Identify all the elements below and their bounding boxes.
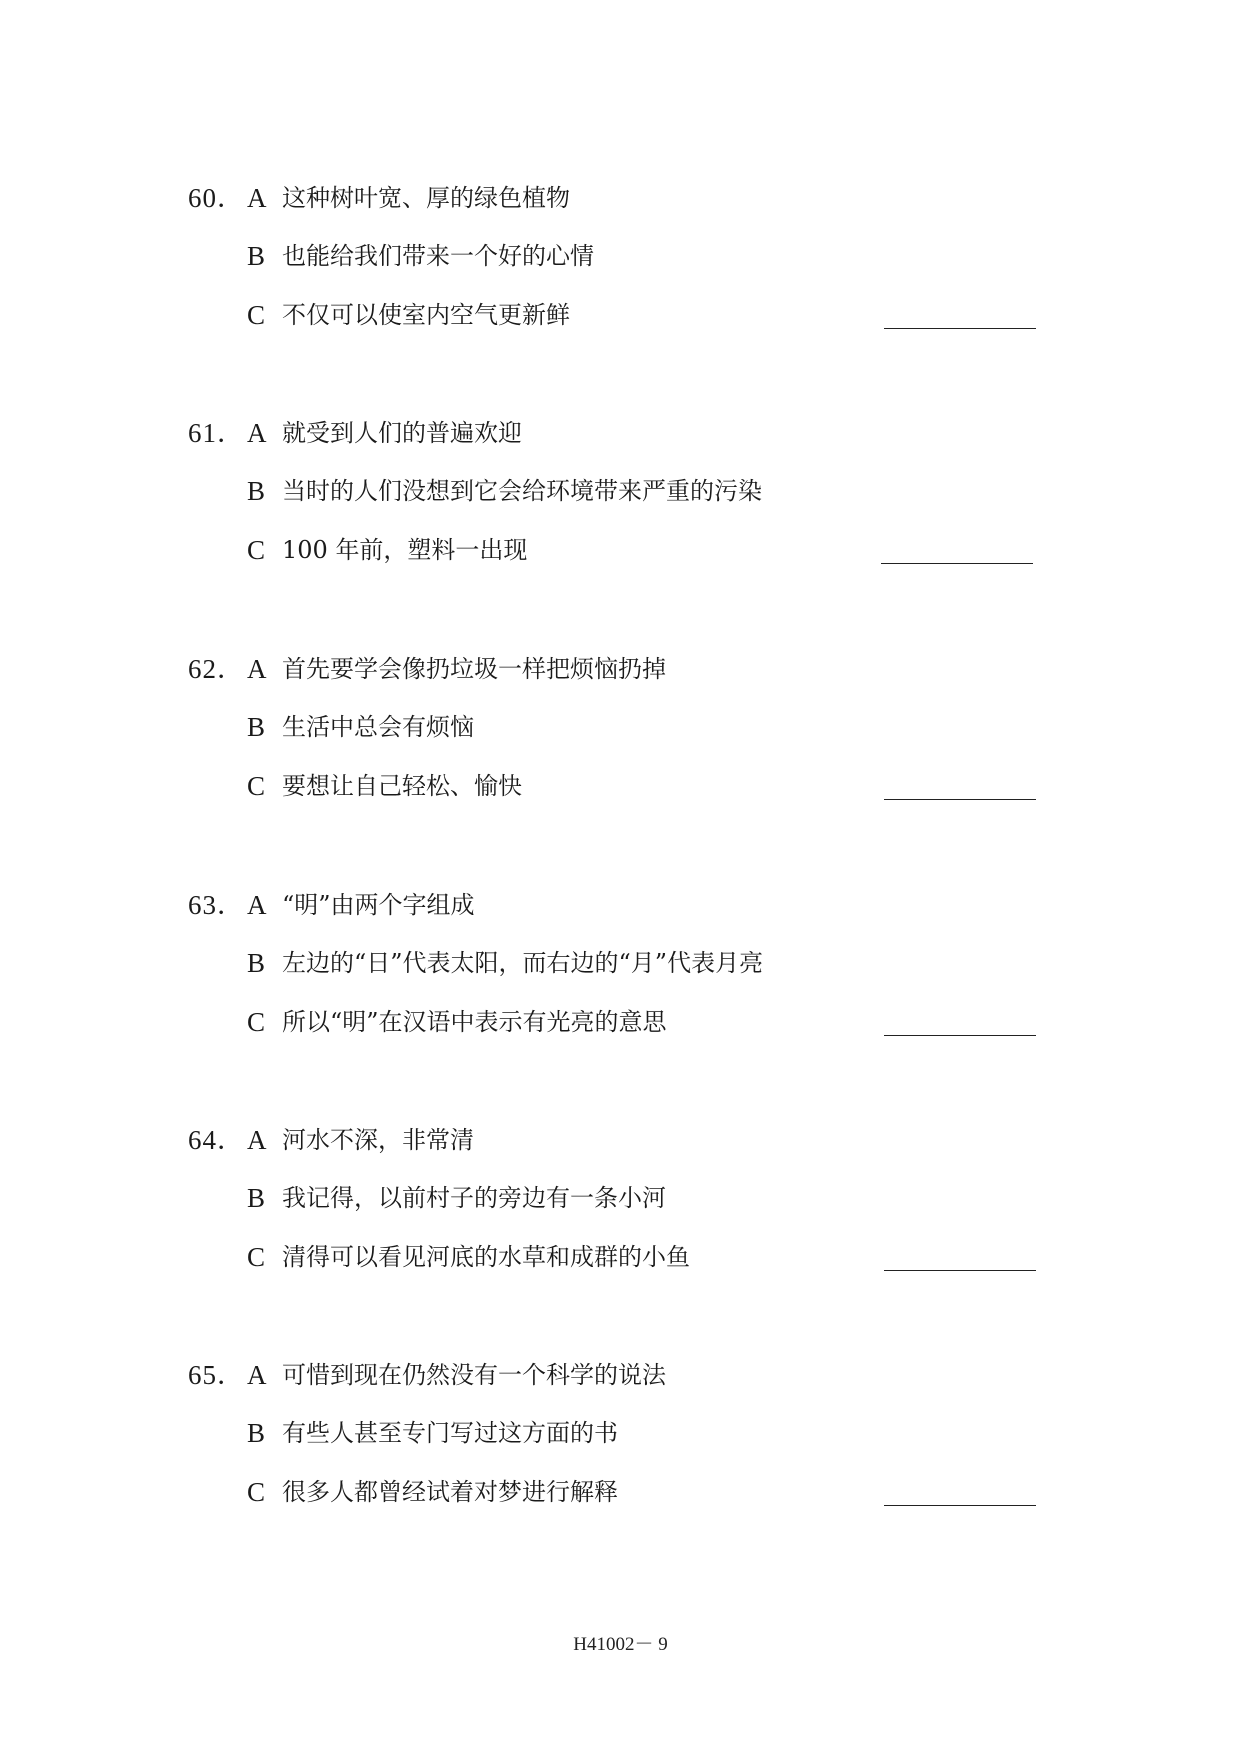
option-text: 当时的人们没想到它会给环境带来严重的污染 xyxy=(282,477,762,505)
option-letter: A xyxy=(247,418,267,448)
option-c-line xyxy=(0,295,1241,335)
answer-blank[interactable] xyxy=(884,1270,1036,1271)
page-code: H41002－ 9 xyxy=(573,1634,668,1655)
option-a-line xyxy=(0,1120,1241,1160)
answer-blank[interactable] xyxy=(884,1035,1036,1036)
question-62 xyxy=(0,649,1241,889)
answer-blank[interactable] xyxy=(884,799,1036,800)
option-letter: A xyxy=(247,1125,267,1155)
option-text: 有些人甚至专门写过这方面的书 xyxy=(282,1419,618,1447)
question-63 xyxy=(0,885,1241,1125)
option-letter: B xyxy=(247,241,266,271)
option-text: 首先要学会像扔垃圾一样把烦恼扔掉 xyxy=(282,655,666,683)
option-text: “明”由两个字组成 xyxy=(282,891,475,919)
option-letter: A xyxy=(247,183,267,213)
question-65 xyxy=(0,1355,1241,1595)
option-b-line xyxy=(0,943,1241,983)
option-a-line xyxy=(0,178,1241,218)
option-letter: B xyxy=(247,712,266,742)
question-number: 62． xyxy=(188,654,245,684)
option-c-line xyxy=(0,1002,1241,1042)
option-a-line xyxy=(0,1355,1241,1395)
option-text: 左边的“日”代表太阳，而右边的“月”代表月亮 xyxy=(282,949,764,977)
option-letter: B xyxy=(247,948,266,978)
option-c-line xyxy=(0,766,1241,806)
option-text: 要想让自己轻松、愉快 xyxy=(282,772,522,800)
option-b-line xyxy=(0,1413,1241,1453)
question-60 xyxy=(0,178,1241,418)
option-c-line xyxy=(0,530,1241,570)
option-a-line xyxy=(0,649,1241,689)
option-letter: C xyxy=(247,535,266,565)
option-letter: C xyxy=(247,1242,266,1272)
option-b-line xyxy=(0,236,1241,276)
question-number: 64． xyxy=(188,1125,245,1155)
option-text: 100 年前，塑料一出现 xyxy=(282,536,528,564)
question-number: 60． xyxy=(188,183,245,213)
answer-blank[interactable] xyxy=(881,563,1033,564)
option-letter: B xyxy=(247,1418,266,1448)
page-footer xyxy=(0,1630,1241,1660)
option-a-line xyxy=(0,885,1241,925)
option-text: 所以“明”在汉语中表示有光亮的意思 xyxy=(282,1008,667,1036)
option-text: 河水不深，非常清 xyxy=(282,1126,474,1154)
option-letter: B xyxy=(247,1183,266,1213)
option-text: 也能给我们带来一个好的心情 xyxy=(282,242,594,270)
option-b-line xyxy=(0,471,1241,511)
question-number: 63． xyxy=(188,890,245,920)
question-61 xyxy=(0,413,1241,653)
answer-blank[interactable] xyxy=(884,1505,1036,1506)
option-letter: A xyxy=(247,1360,267,1390)
option-text: 我记得，以前村子的旁边有一条小河 xyxy=(282,1184,666,1212)
option-letter: C xyxy=(247,1007,266,1037)
question-64 xyxy=(0,1120,1241,1360)
option-b-line xyxy=(0,707,1241,747)
option-text: 这种树叶宽、厚的绿色植物 xyxy=(282,184,570,212)
option-letter: B xyxy=(247,476,266,506)
option-letter: C xyxy=(247,771,266,801)
option-text: 就受到人们的普遍欢迎 xyxy=(282,419,522,447)
option-text: 不仅可以使室内空气更新鲜 xyxy=(282,301,570,329)
option-letter: C xyxy=(247,300,266,330)
answer-blank[interactable] xyxy=(884,328,1036,329)
option-c-line xyxy=(0,1472,1241,1512)
option-letter: A xyxy=(247,654,267,684)
option-c-line xyxy=(0,1237,1241,1277)
option-b-line xyxy=(0,1178,1241,1218)
option-letter: A xyxy=(247,890,267,920)
option-a-line xyxy=(0,413,1241,453)
question-number: 61． xyxy=(188,418,245,448)
option-text: 可惜到现在仍然没有一个科学的说法 xyxy=(282,1361,666,1389)
option-letter: C xyxy=(247,1477,266,1507)
option-text: 清得可以看见河底的水草和成群的小鱼 xyxy=(282,1243,690,1271)
option-text: 生活中总会有烦恼 xyxy=(282,713,474,741)
option-text: 很多人都曾经试着对梦进行解释 xyxy=(282,1478,618,1506)
question-number: 65． xyxy=(188,1360,245,1390)
